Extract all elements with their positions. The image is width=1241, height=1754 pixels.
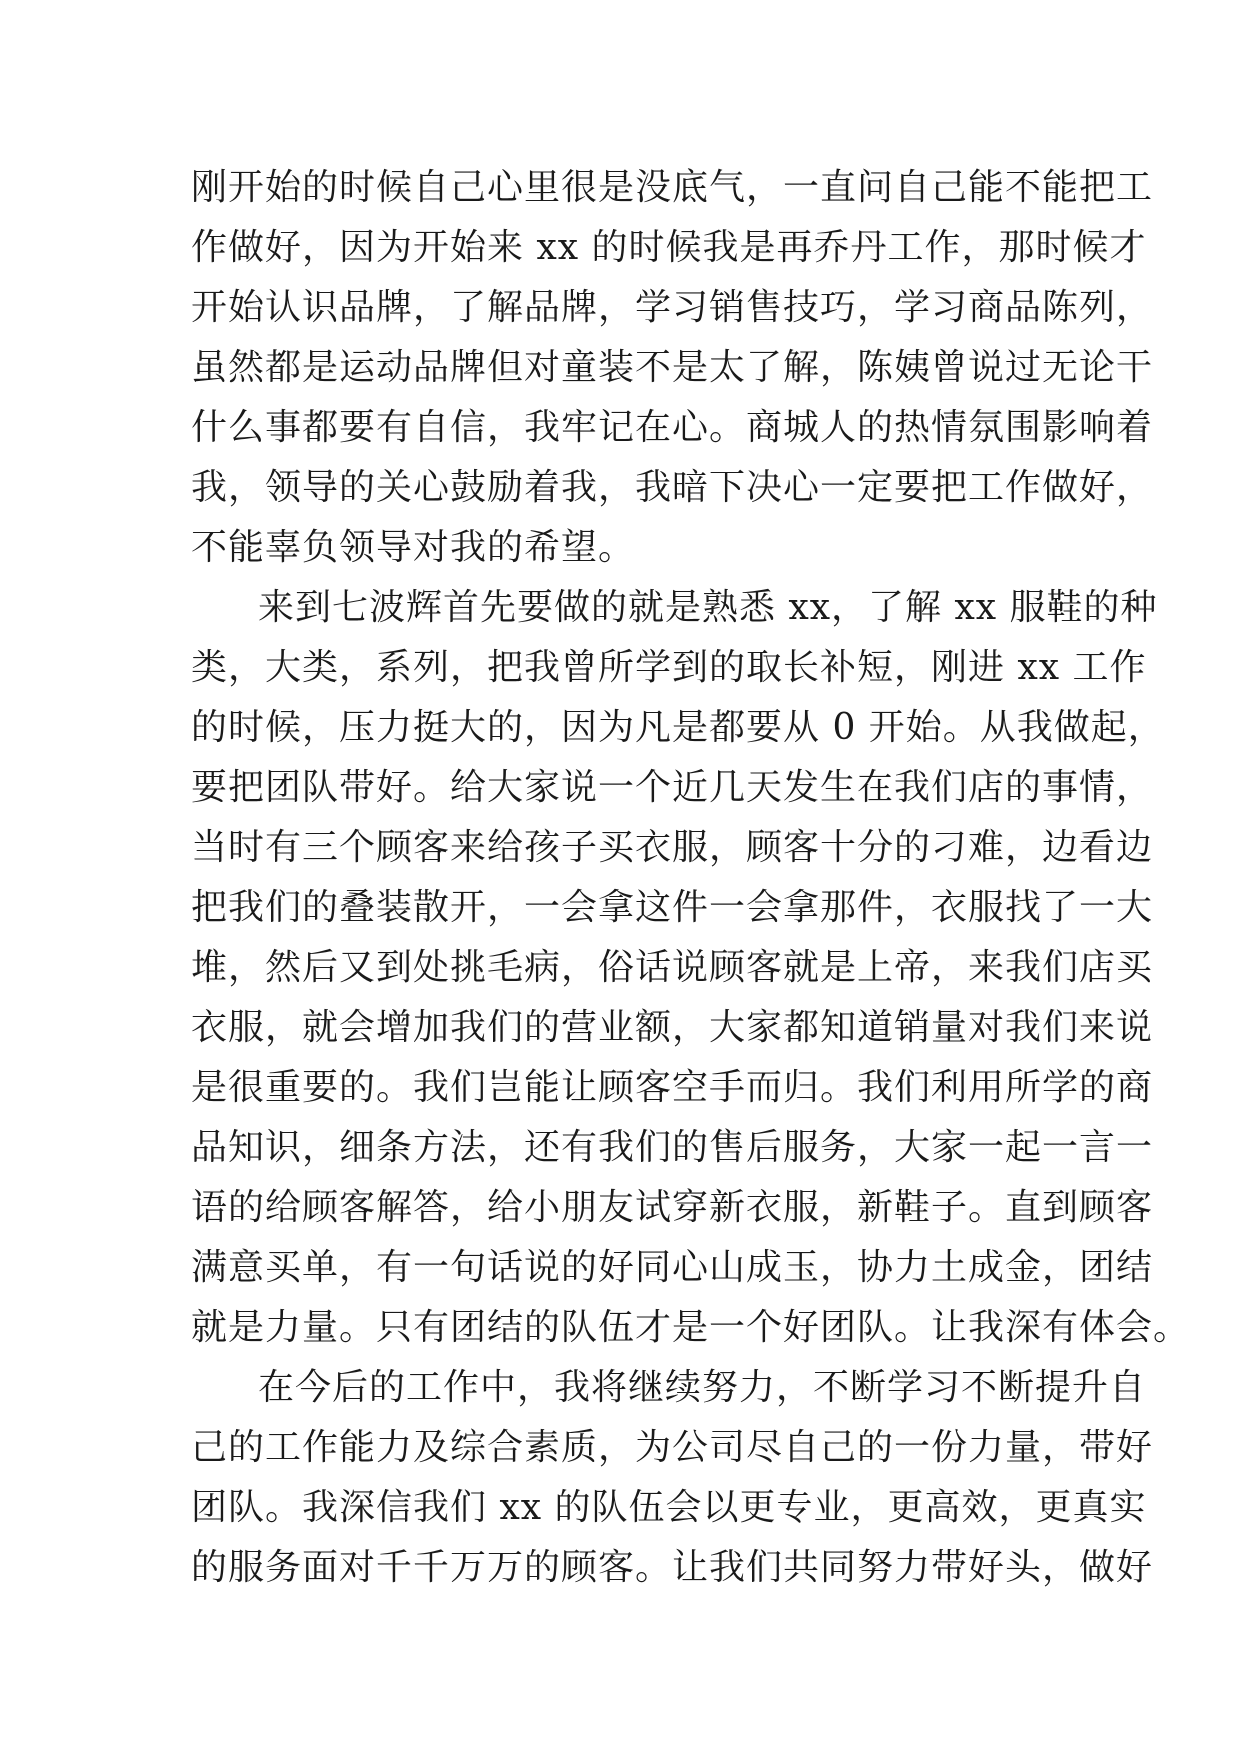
text-line: 来到七波辉首先要做的就是熟悉 xx，了解 xx 服鞋的种 xyxy=(258,587,1158,628)
text-line: 当时有三个顾客来给孩子买衣服，顾客十分的刁难，边看边 xyxy=(191,827,1154,868)
text-line: 己的工作能力及综合素质，为公司尽自己的一份力量，带好 xyxy=(191,1427,1154,1468)
text-line: 的时候，压力挺大的，因为凡是都要从 0 开始。从我做起， xyxy=(191,707,1165,748)
text-line: 类，大类，系列，把我曾所学到的取长补短，刚进 xx 工作 xyxy=(191,647,1147,688)
text-line: 是很重要的。我们岂能让顾客空手而归。我们利用所学的商 xyxy=(191,1067,1154,1108)
text-line: 作做好，因为开始来 xx 的时候我是再乔丹工作，那时候才 xyxy=(191,227,1147,268)
paragraph xyxy=(191,158,1154,578)
text-line: 堆，然后又到处挑毛病，俗话说顾客就是上帝，来我们店买 xyxy=(191,947,1154,988)
text-line: 什么事都要有自信，我牢记在心。商城人的热情氛围影响着 xyxy=(191,407,1154,448)
text-line: 把我们的叠装散开，一会拿这件一会拿那件，衣服找了一大 xyxy=(191,887,1154,928)
text-line: 不能辜负领导对我的希望。 xyxy=(191,527,636,568)
text-line: 满意买单，有一句话说的好同心山成玉，协力土成金，团结 xyxy=(191,1247,1154,1288)
text-line: 团队。我深信我们 xx 的队伍会以更专业，更高效，更真实 xyxy=(191,1487,1147,1528)
text-line: 在今后的工作中，我将继续努力，不断学习不断提升自 xyxy=(258,1367,1147,1408)
paragraph xyxy=(191,1358,1154,1598)
text-line: 开始认识品牌，了解品牌，学习销售技巧，学习商品陈列， xyxy=(191,287,1154,328)
text-line: 品知识，细条方法，还有我们的售后服务，大家一起一言一 xyxy=(191,1127,1154,1168)
text-line: 的服务面对千千万万的顾客。让我们共同努力带好头，做好 xyxy=(191,1547,1154,1588)
document-body xyxy=(191,158,1191,1598)
text-line: 刚开始的时候自己心里很是没底气，一直问自己能不能把工 xyxy=(191,167,1154,208)
text-line: 就是力量。只有团结的队伍才是一个好团队。让我深有体会。 xyxy=(191,1307,1191,1348)
text-line: 衣服，就会增加我们的营业额，大家都知道销量对我们来说 xyxy=(191,1007,1154,1048)
text-line: 虽然都是运动品牌但对童装不是太了解，陈姨曾说过无论干 xyxy=(191,347,1154,388)
text-line: 要把团队带好。给大家说一个近几天发生在我们店的事情， xyxy=(191,767,1154,808)
paragraph xyxy=(191,578,1191,1358)
text-line: 语的给顾客解答，给小朋友试穿新衣服，新鞋子。直到顾客 xyxy=(191,1187,1154,1228)
text-line: 我，领导的关心鼓励着我，我暗下决心一定要把工作做好， xyxy=(191,467,1154,508)
